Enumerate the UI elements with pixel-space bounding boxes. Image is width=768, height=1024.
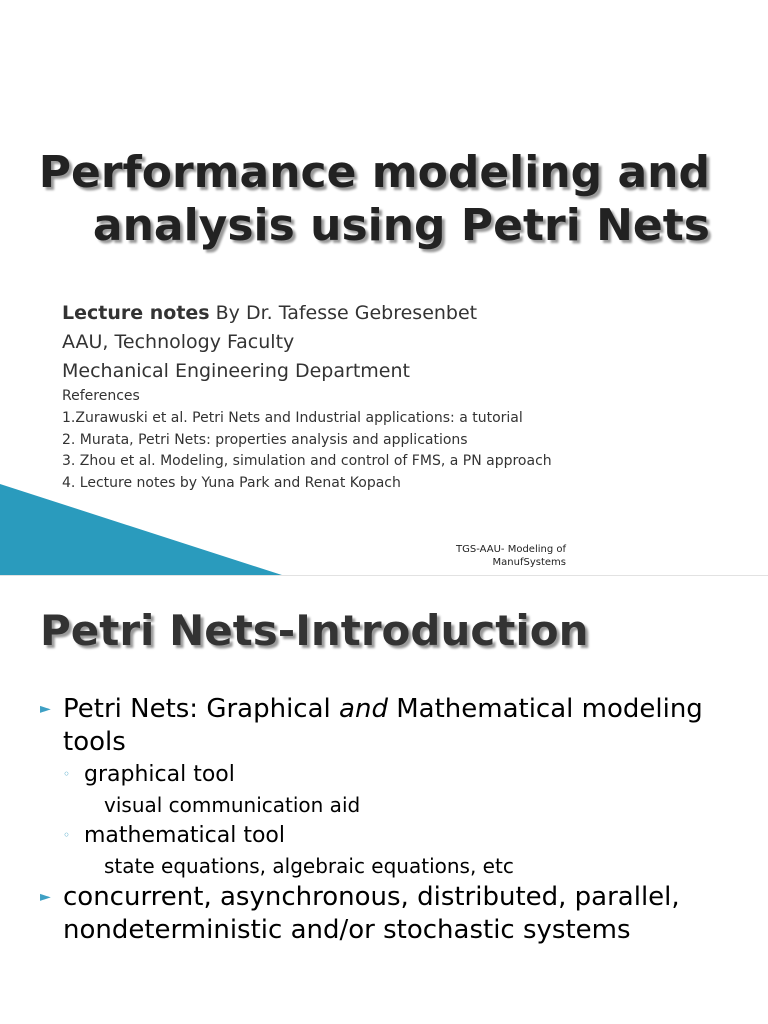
bullet-item — [40, 693, 730, 759]
slide-title: Performance modeling and analysis using Petri Nets — [38, 147, 710, 251]
reference-item: 3. Zhou et al. Modeling, simulation and control of FMS, a PN approach — [62, 453, 552, 470]
bullet-list — [40, 693, 730, 947]
sub-bullet-item — [40, 820, 730, 851]
author-label: Lecture notes — [62, 302, 210, 324]
author-text: By Dr. Tafesse Gebresenbet — [215, 302, 478, 324]
bullet-item — [40, 881, 730, 947]
triangle-bullet-icon: ► — [40, 889, 51, 905]
bullet-text: concurrent, asynchronous, distributed, parallel, nondeterministic and/or stochastic systems — [63, 882, 680, 945]
accent-triangle — [0, 484, 285, 576]
triangle-bullet-icon: ► — [40, 701, 51, 717]
sub-bullet-text: mathematical tool — [84, 823, 286, 848]
bullet-text: Petri Nets: Graphical — [63, 694, 340, 724]
faculty-line: AAU, Technology Faculty — [62, 331, 295, 353]
reference-item: 2. Murata, Petri Nets: properties analysis and applications — [62, 431, 468, 448]
slide-footer — [420, 543, 566, 569]
footer-line: TGS-AAU- Modeling of — [456, 544, 566, 555]
slide-title: Petri Nets-Introduction — [40, 606, 589, 655]
circle-bullet-icon: ◦ — [63, 767, 71, 781]
subtitle-block — [62, 299, 712, 495]
references-heading: References — [62, 388, 140, 404]
accent-triangle-shape — [0, 484, 285, 576]
author-line — [62, 299, 712, 328]
bullet-text: Mathematical modeling tools — [63, 694, 703, 757]
introduction-slide — [0, 576, 768, 1024]
circle-bullet-icon: ◦ — [63, 828, 71, 842]
footer-line: ManufSystems — [492, 557, 566, 568]
detail-item: state equations, algebraic equations, etc — [104, 854, 514, 878]
sub-bullet-item — [40, 759, 730, 790]
sub-bullet-text: graphical tool — [84, 762, 235, 787]
department-line: Mechanical Engineering Department — [62, 360, 410, 382]
detail-item: visual communication aid — [104, 793, 361, 817]
reference-item: 1.Zurawuski et al. Petri Nets and Industrial applications: a tutorial — [62, 409, 523, 426]
bullet-emphasis: and — [339, 694, 388, 724]
reference-item: 4. Lecture notes by Yuna Park and Renat Kopach — [62, 475, 401, 492]
